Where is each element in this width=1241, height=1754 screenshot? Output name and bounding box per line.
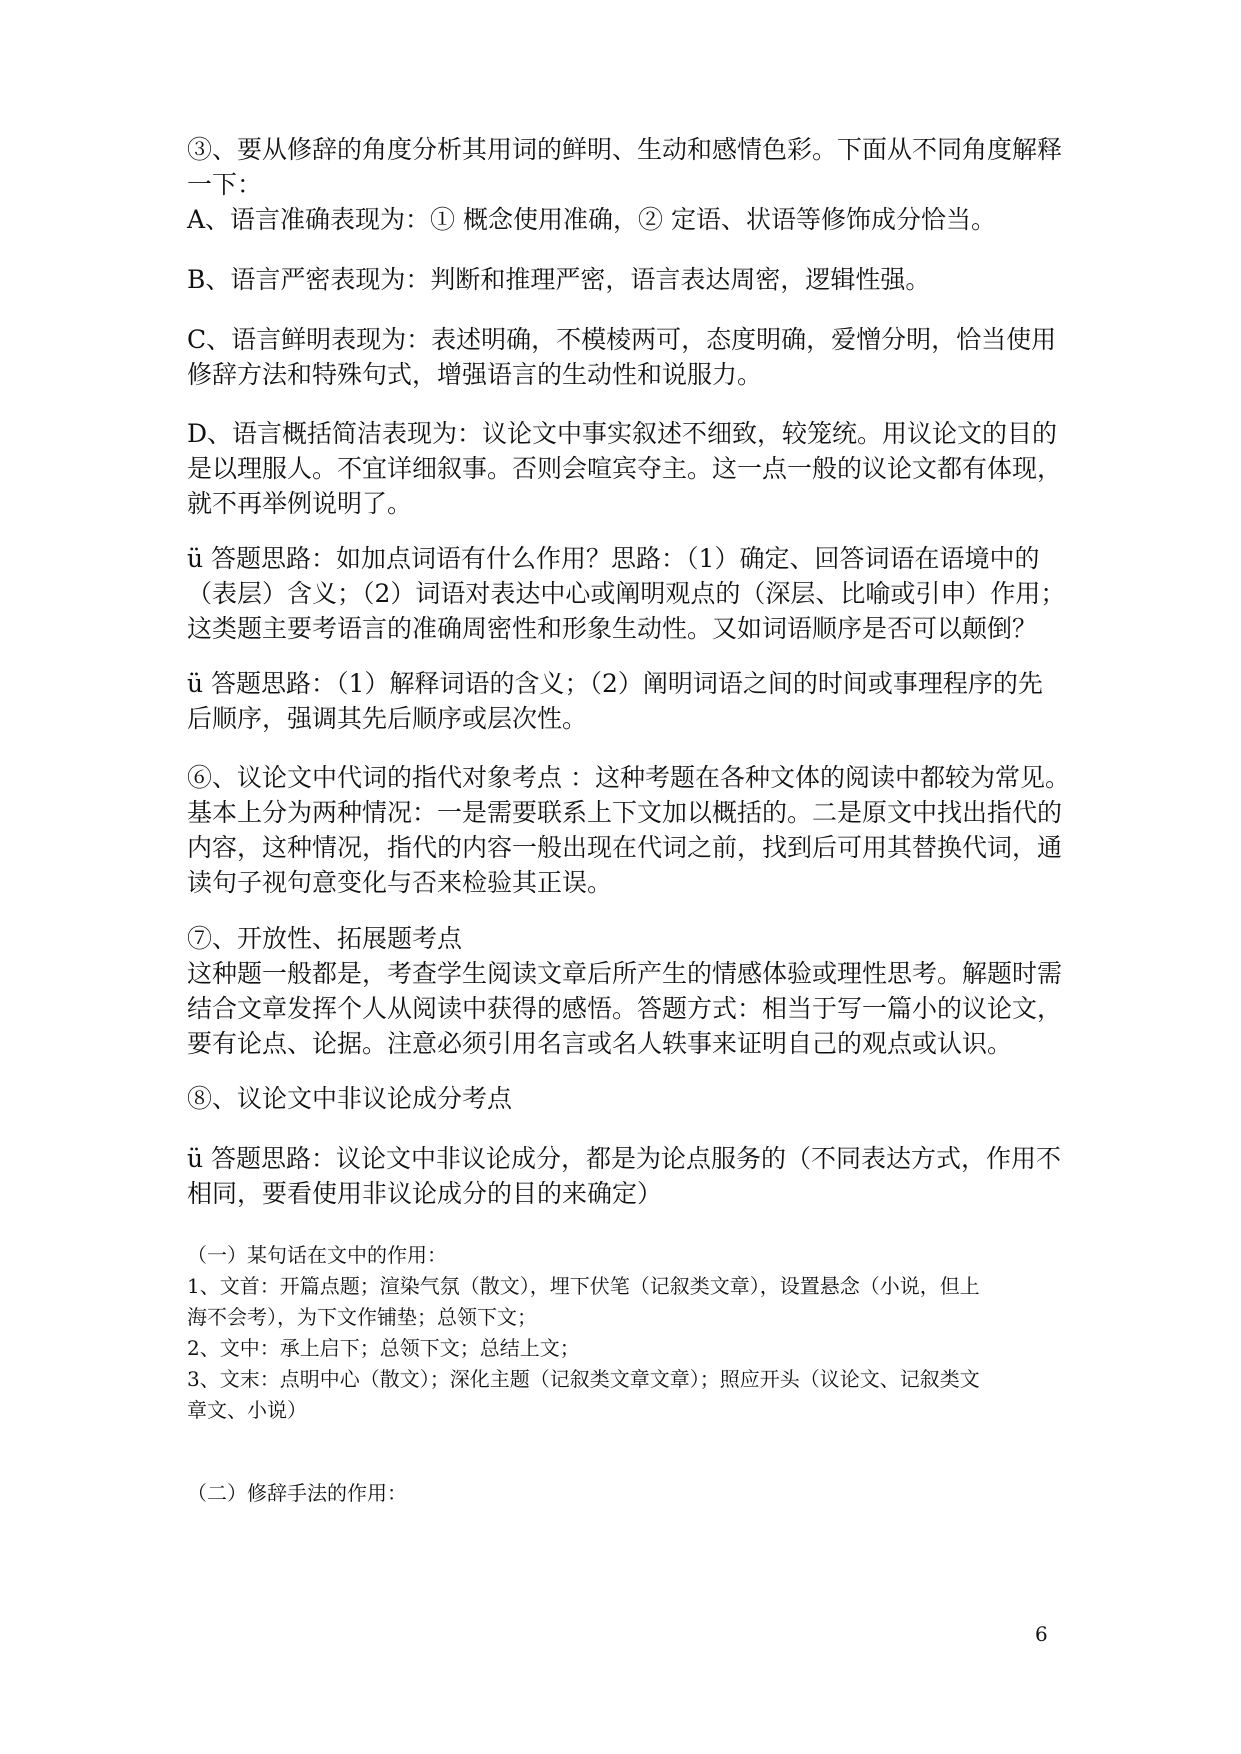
text-line: 一下： [187, 170, 263, 199]
text-line: ⑧、议论文中非议论成分考点 [187, 1084, 513, 1113]
paragraph-answer-approach-word-order [187, 666, 1067, 736]
text-line: ü 答题思路：议论文中非议论成分，都是为论点服务的（不同表达方式，作用不 [187, 1144, 1062, 1173]
paragraph-non-argument-heading [187, 1081, 1067, 1116]
text-line: ü 答题思路：（1）解释词语的含义；（2）阐明词语之间的时间或事理程序的先 [187, 669, 1043, 698]
text-line: （二）修辞手法的作用： [187, 1481, 407, 1505]
paragraph-answer-approach-non-argument [187, 1141, 1067, 1211]
paragraph-pronoun-reference [187, 760, 1070, 900]
text-line: 就不再举例说明了。 [187, 489, 413, 518]
text-line: B、语言严密表现为：判断和推理严密，语言表达周密，逻辑性强。 [187, 265, 931, 294]
text-line: 读句子视句意变化与否来检验其正误。 [187, 868, 613, 897]
text-line: 基本上分为两种情况：一是需要联系上下文加以概括的。二是原文中找出指代的 [187, 798, 1063, 827]
text-line: C、语言鲜明表现为：表述明确，不模棱两可，态度明确，爱憎分明，恰当使用 [187, 325, 1057, 354]
text-line: 海不会考），为下文作铺垫；总领下文； [187, 1305, 537, 1329]
text-line: 内容，这种情况，指代的内容一般出现在代词之前，找到后可用其替换代词，通 [187, 833, 1063, 862]
text-line: 3、文末：点明中心（散文）；深化主题（记叙类文章文章）；照应开头（议论文、记叙类文 [187, 1367, 980, 1391]
text-line: ⑥、议论文中代词的指代对象考点 ：这种考题在各种文体的阅读中都较为常见。 [187, 763, 1070, 792]
text-line: ⑦、开放性、拓展题考点 [187, 924, 463, 953]
text-line: 相同，要看使用非议论成分的目的来确定） [187, 1179, 663, 1208]
page-number: 6 [1035, 1622, 1048, 1646]
text-line: 章文、小说） [187, 1398, 307, 1422]
paragraph-language-vividness [187, 322, 1067, 392]
text-line: （表层）含义；（2）词语对表达中心或阐明观点的（深层、比喻或引申）作用； [187, 579, 1066, 608]
text-line: 后顺序，强调其先后顺序或层次性。 [187, 704, 588, 733]
text-line: 修辞方法和特殊句式，增强语言的生动性和说服力。 [187, 360, 763, 389]
paragraph-answer-approach-word-function [187, 541, 1067, 646]
text-line: 这类题主要考语言的准确周密性和形象生动性。又如词语顺序是否可以颠倒？ [187, 614, 1038, 643]
text-line: （一）某句话在文中的作用： [187, 1243, 447, 1267]
text-line: ③、要从修辞的角度分析其用词的鲜明、生动和感情色彩。下面从不同角度解释 [187, 135, 1063, 164]
paragraph-language-conciseness [187, 416, 1067, 521]
text-line: 1、文首：开篇点题；渲染气氛（散文），埋下伏笔（记叙类文章），设置悬念（小说，但上 [187, 1274, 980, 1298]
paragraph-language-accuracy [187, 132, 1067, 237]
text-line: 这种题一般都是，考查学生阅读文章后所产生的情感体验或理性思考。解题时需 [187, 959, 1063, 988]
paragraph-sentence-function-list [187, 1240, 1067, 1426]
paragraph-rhetoric-function-heading [187, 1478, 1067, 1509]
text-line: 2、文中：承上启下；总领下文；总结上文； [187, 1336, 580, 1360]
text-line: 是以理服人。不宜详细叙事。否则会喧宾夺主。这一点一般的议论文都有体现， [187, 454, 1063, 483]
text-line: ü 答题思路：如加点词语有什么作用？思路：（1）确定、回答词语在语境中的 [187, 544, 1040, 573]
text-line: D、语言概括简洁表现为：议论文中事实叙述不细致，较笼统。用议论文的目的 [187, 419, 1058, 448]
text-line: 要有论点、论据。注意必须引用名言或名人轶事来证明自己的观点或认识。 [187, 1029, 1013, 1058]
paragraph-language-rigor [187, 262, 1067, 297]
paragraph-open-question [187, 921, 1067, 1061]
text-line: 结合文章发挥个人从阅读中获得的感悟。答题方式：相当于写一篇小的议论文， [187, 994, 1063, 1023]
text-line: A、语言准确表现为：① 概念使用准确，② 定语、状语等修饰成分恰当。 [187, 205, 996, 234]
